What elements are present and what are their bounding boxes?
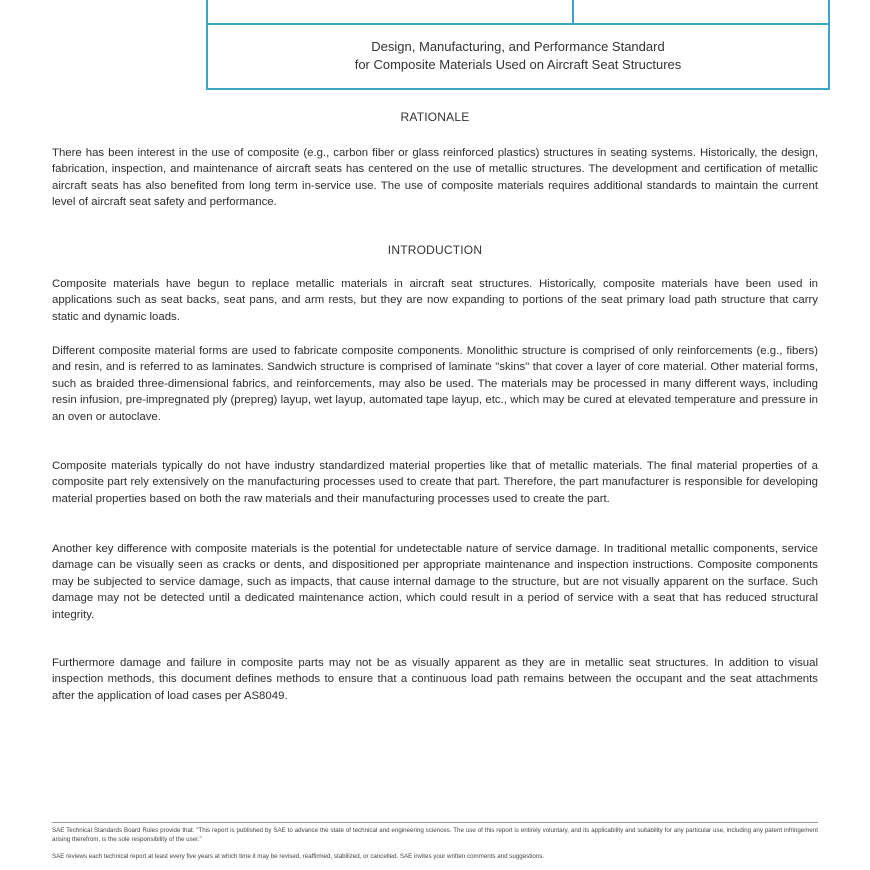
document-title: [208, 38, 828, 74]
document-title-line1: Design, Manufacturing, and Performance Standard: [371, 39, 665, 54]
introduction-paragraph-5: Furthermore damage and failure in composite parts may not be as visually apparent as they are in metallic seat structures. In addition to visual inspection methods, this document defines methods to ensure that a continuous load path remains between the occupant and the seat attachments after the application of load cases per AS8049.: [52, 657, 818, 702]
document-title-line2: for Composite Materials Used on Aircraft Seat Structures: [354, 57, 682, 72]
footer-rule: [52, 822, 818, 823]
header-box: [206, 0, 830, 90]
introduction-paragraph-1: Composite materials have begun to replace metallic materials in aircraft seat structures. Historically, composite materials have been used in applications such as seat backs, seat pans, and arm rests, but they are now expanding to portions of the seat primary load path structure that carry static and dynamic loads.: [52, 278, 818, 323]
introduction-heading: INTRODUCTION: [387, 243, 483, 257]
introduction-paragraph-4: Another key difference with composite materials is the potential for undetectable nature of service damage. In traditional metallic components, service damage can be visually seen as cracks or dents, and dispositioned per appropriate maintenance and inspection instructions. Composite components may be subjected to service damage, such as impacts, that cause internal damage to the structure, but are not visually apparent on the surface. Such damage may not be detected until a dedicated maintenance action, which could result in a period of service with a seat that has reduced structural integrity.: [52, 543, 818, 621]
rationale-heading: RATIONALE: [400, 110, 470, 124]
introduction-paragraph-3: Composite materials typically do not have industry standardized material properties like that of metallic materials. The final material properties of a composite part rely extensively on the manufacturing processes used to create that part. Therefore, the part manufacturer is responsible for developing material properties based on both the raw materials and their manufacturing processes used to create the part.: [52, 460, 818, 505]
introduction-paragraph-2: Different composite material forms are used to fabricate composite components. Monolithic structure is comprised of only reinforcements (e.g., fibers) and resin, and is referred to as laminates. Sandwich structure is comprised of laminate "skins" that cover a layer of core material. Other material forms, such as braided three-dimensional fabrics, and reinforcements, may also be used. The materials may be processed in many different ways, including resin infusion, pre-impregnated ply (prepreg) layup, wet layup, automated tape layup, etc., which may be cured at elevated temperature and pressure in an oven or autoclave.: [52, 345, 818, 423]
header-divider: [572, 0, 574, 23]
footer-disclaimer: SAE Technical Standards Board Rules provide that: "This report is published by SAE to advance the state of technical and engineering sciences. The use of this report is entirely voluntary, and its applicability and suitability for any particular use, including any patent infringement arising therefrom, is the sole responsibility of the user.": [52, 827, 818, 843]
footer-review-note: SAE reviews each technical report at least every five years at which time it may be revised, reaffirmed, stabilized, or cancelled. SAE invites your written comments and suggestions.: [52, 853, 545, 860]
rationale-paragraph: There has been interest in the use of composite (e.g., carbon fiber or glass reinforced plastics) structures in seating systems. Historically, the design, fabrication, inspection, and maintenance of aircraft seats has centered on the use of metallic structures. The development and certification of metallic aircraft seats has also benefited from long term in-service use. The use of composite materials requires additional standards to maintain the current level of aircraft seat safety and performance.: [52, 147, 818, 209]
header-top-row: [208, 0, 828, 25]
